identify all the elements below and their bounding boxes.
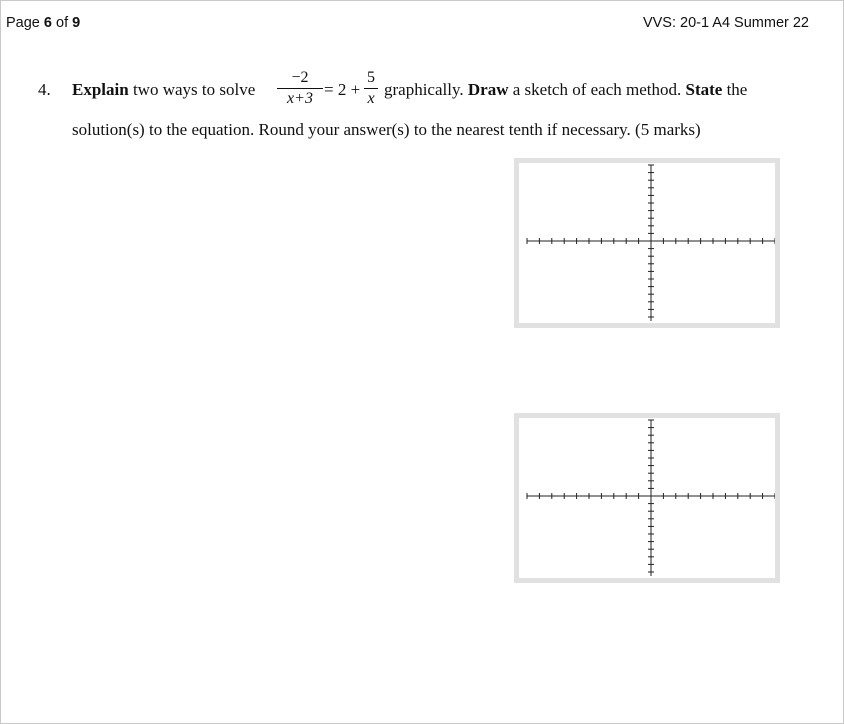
page-prefix: Page	[6, 15, 44, 31]
course-code: VVS: 20-1 A4 Summer 22	[642, 15, 809, 31]
fraction-left-denominator: x+3	[287, 90, 313, 107]
graph-grid-1[interactable]	[514, 158, 780, 328]
fraction-left-bar	[277, 88, 323, 89]
state-keyword: State	[685, 80, 723, 99]
the-text: the	[722, 80, 748, 99]
fraction-right-bar	[364, 88, 378, 89]
fraction-right	[364, 69, 378, 108]
text-after-equation	[384, 80, 747, 100]
page-current: 6	[43, 15, 52, 31]
sketch-text: a sketch of each method.	[508, 80, 686, 99]
fraction-right-denominator: x	[367, 90, 375, 107]
graph-axes-1	[519, 163, 775, 323]
fraction-right-numerator: 5	[367, 69, 375, 86]
question-line-1	[72, 80, 255, 100]
page-total: 9	[72, 15, 81, 31]
question-number: 4.	[38, 80, 51, 99]
page-of: of	[51, 15, 73, 31]
equation-middle: = 2 +	[324, 80, 361, 99]
text-before-equation: two ways to solve	[128, 80, 256, 99]
question-line-2: solution(s) to the equation. Round your answer(s) to the nearest tenth if necessary. (5 marks)	[72, 120, 701, 139]
graph-grid-2[interactable]	[514, 413, 780, 583]
draw-keyword: Draw	[467, 80, 509, 99]
page-indicator	[6, 15, 80, 31]
explain-keyword: Explain	[72, 80, 129, 99]
graph-axes-2	[519, 418, 775, 578]
fraction-left-numerator: −2	[291, 69, 309, 86]
fraction-left	[277, 69, 323, 108]
graphically-text: graphically.	[384, 80, 468, 99]
